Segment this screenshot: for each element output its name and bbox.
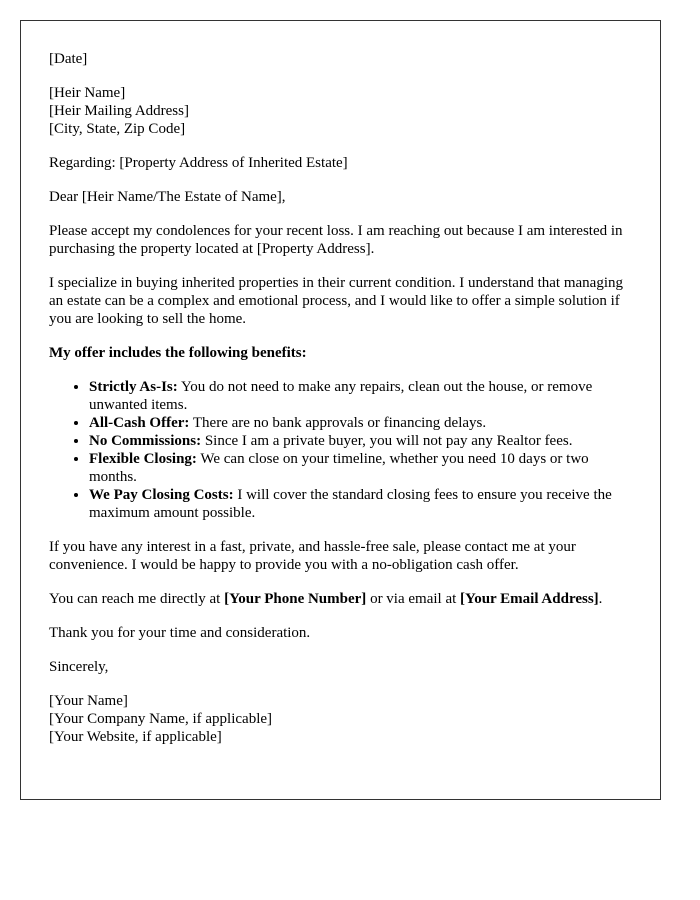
benefit-text: We can close on your timeline, whether you need 10 days or two months. xyxy=(89,451,589,485)
benefits-heading-text: My offer includes the following benefits: xyxy=(49,345,307,361)
contact-middle: or via email at xyxy=(366,591,461,607)
benefit-text: Since I am a private buyer, you will not pay any Realtor fees. xyxy=(201,433,573,449)
benefit-title: We Pay Closing Costs: xyxy=(89,487,234,503)
thanks-line: Thank you for your time and consideration. xyxy=(49,625,311,641)
phone-placeholder: [Your Phone Number] xyxy=(224,591,367,607)
benefit-title: All-Cash Offer: xyxy=(89,415,190,431)
benefit-title: No Commissions: xyxy=(89,433,202,449)
closing: Sincerely, xyxy=(49,659,109,675)
date: [Date] xyxy=(49,51,88,67)
contact-prefix: You can reach me directly at xyxy=(49,591,225,607)
benefit-text: I will cover the standard closing fees to ensure you receive the maximum amount possible. xyxy=(89,487,612,521)
signature-website: [Your Website, if applicable] xyxy=(49,729,222,745)
regarding-line: Regarding: [Property Address of Inherited Estate] xyxy=(49,155,348,171)
recipient-address: [Heir Mailing Address] xyxy=(49,103,189,119)
recipient-city: [City, State, Zip Code] xyxy=(49,121,186,137)
paragraph-interest: If you have any interest in a fast, private, and hassle-free sale, please contact me at your convenience. I would be happy to provide you with a no-obligation cash offer. xyxy=(49,539,576,573)
email-placeholder: [Your Email Address] xyxy=(460,591,599,607)
signature-block xyxy=(49,692,630,746)
benefit-text: There are no bank approvals or financing delays. xyxy=(189,415,487,431)
contact-suffix: . xyxy=(598,591,603,607)
benefits-heading xyxy=(49,344,630,362)
signature-company: [Your Company Name, if applicable] xyxy=(49,711,273,727)
paragraph-specialize: I specialize in buying inherited properties in their current condition. I understand that managing an estate can be a complex and emotional process, and I would like to offer a simple solution if you are looking to sell the home. xyxy=(49,275,623,327)
signature-name: [Your Name] xyxy=(49,693,128,709)
list-item xyxy=(89,450,630,486)
recipient-name: [Heir Name] xyxy=(49,85,126,101)
list-item xyxy=(89,414,630,432)
benefit-text: You do not need to make any repairs, clean out the house, or remove unwanted items. xyxy=(89,379,593,413)
benefits-list xyxy=(49,378,630,522)
benefit-title: Strictly As-Is: xyxy=(89,379,178,395)
list-item xyxy=(89,432,630,450)
paragraph-contact xyxy=(49,590,630,608)
benefit-title: Flexible Closing: xyxy=(89,451,197,467)
list-item xyxy=(89,378,630,414)
letter xyxy=(20,20,661,800)
recipient-block xyxy=(49,84,630,138)
salutation: Dear [Heir Name/The Estate of Name], xyxy=(49,189,286,205)
paragraph-condolences: Please accept my condolences for your recent loss. I am reaching out because I am interested in purchasing the property located at [Property Address]. xyxy=(49,223,623,257)
list-item xyxy=(89,486,630,522)
